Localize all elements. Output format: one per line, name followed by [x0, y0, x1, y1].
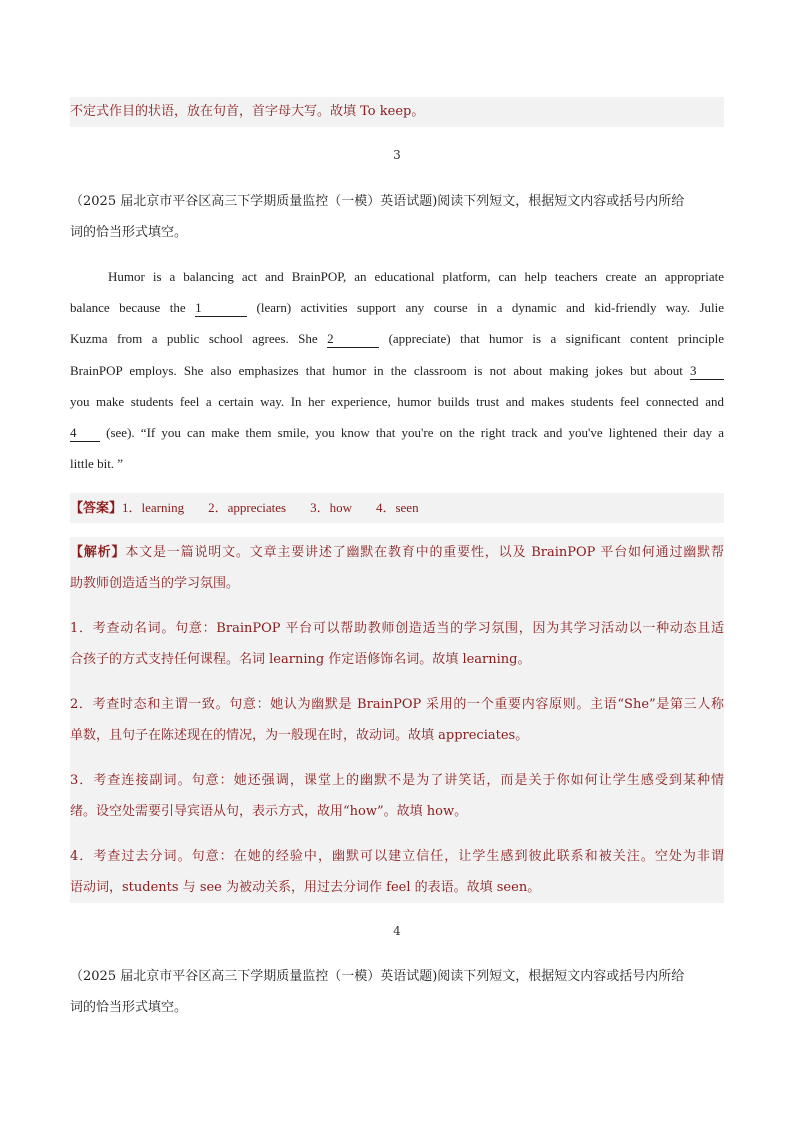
source-line: （2025 届北京市平谷区高三下学期质量监控（一模）英语试题)阅读下列短文，根据短文内容或括号内所给 [70, 194, 685, 209]
answer-item: 4．seen [375, 500, 419, 515]
answer-label: 【答案】 [70, 501, 123, 516]
analysis-block [70, 537, 724, 903]
source-line: 词的恰当形式填空。 [70, 225, 188, 240]
answer-item: 2．appreciates [208, 500, 287, 515]
explanation-1-line: 合孩子的方式支持任何课程。名词 learning 作定语修饰名词。故填 learning。 [70, 652, 531, 667]
blank-3[interactable]: 3 [690, 363, 724, 380]
question-4-source [70, 961, 724, 1023]
answer-item: 1．learning [122, 500, 185, 515]
blank-2[interactable]: 2 [327, 331, 379, 348]
passage-line: Kuzma from a public school agrees. She 2 (appreciate) that humor is a significant content principle [70, 331, 725, 347]
blank-1[interactable]: 1 [195, 300, 247, 317]
passage-line: little bit. ” [70, 456, 124, 472]
explanation-1-line: 1．考查动名词。句意：BrainPOP 平台可以帮助教师创造适当的学习氛围，因为其学习活动以一种动态且适 [70, 621, 724, 636]
analysis-intro-line: 【解析】本文是一篇说明文。文章主要讲述了幽默在教育中的重要性，以及 BrainPOP 平台如何通过幽默帮 [70, 545, 724, 560]
answer-item: 3．how [310, 500, 352, 515]
source-line: （2025 届北京市平谷区高三下学期质量监控（一模）英语试题)阅读下列短文，根据短文内容或括号内所给 [70, 969, 685, 984]
source-line: 词的恰当形式填空。 [70, 1000, 188, 1015]
question-3-source [70, 186, 724, 248]
analysis-label: 【解析】 [70, 545, 126, 560]
question-number-4: 4 [393, 924, 401, 938]
passage-line: you make students feel a certain way. In her experience, humor builds trust and makes students feel connected and [70, 393, 724, 409]
explanation-2-line: 单数，且句子在陈述现在的情况，为一般现在时，故动词。故填 appreciates。 [70, 728, 529, 743]
explanation-3-line: 绪。设空处需要引导宾语从句，表示方式，故用“how”。故填 how。 [70, 804, 468, 819]
previous-explanation-note [70, 97, 724, 127]
answer-row [70, 493, 724, 523]
explanation-4-line: 语动词，students 与 see 为被动关系，用过去分词作 feel 的表语。故填 seen。 [70, 880, 541, 895]
previous-explanation-text: 不定式作目的状语，放在句首，首字母大写。故填 To keep。 [70, 104, 425, 119]
passage-line: balance because the 1 (learn) activities support any course in a dynamic and kid-friendly way. Julie [70, 300, 724, 316]
passage-line: 4 (see). “If you can make them smile, you know that you're on the right track and you've lightened their day a [70, 424, 724, 440]
explanation-4-line: 4．考查过去分词。句意：在她的经验中，幽默可以建立信任，让学生感到彼此联系和被关注。空处为非谓 [70, 849, 724, 864]
passage-line: Humor is a balancing act and BrainPOP, an educational platform, can help teachers create an appropriate [108, 269, 724, 284]
blank-4[interactable]: 4 [70, 425, 100, 442]
analysis-intro-line: 助教师创造适当的学习氛围。 [70, 576, 240, 591]
reading-passage [70, 261, 724, 479]
question-number-3: 3 [393, 148, 401, 162]
explanation-2-line: 2．考查时态和主谓一致。句意：她认为幽默是 BrainPOP 采用的一个重要内容原则。主语“She”是第三人称 [70, 697, 724, 712]
explanation-3-line: 3．考查连接副词。句意：她还强调，课堂上的幽默不是为了讲笑话，而是关于你如何让学生感受到某种情 [70, 773, 724, 788]
passage-line: BrainPOP employs. She also emphasizes that humor in the classroom is not about making jokes but about 3 [70, 355, 724, 386]
